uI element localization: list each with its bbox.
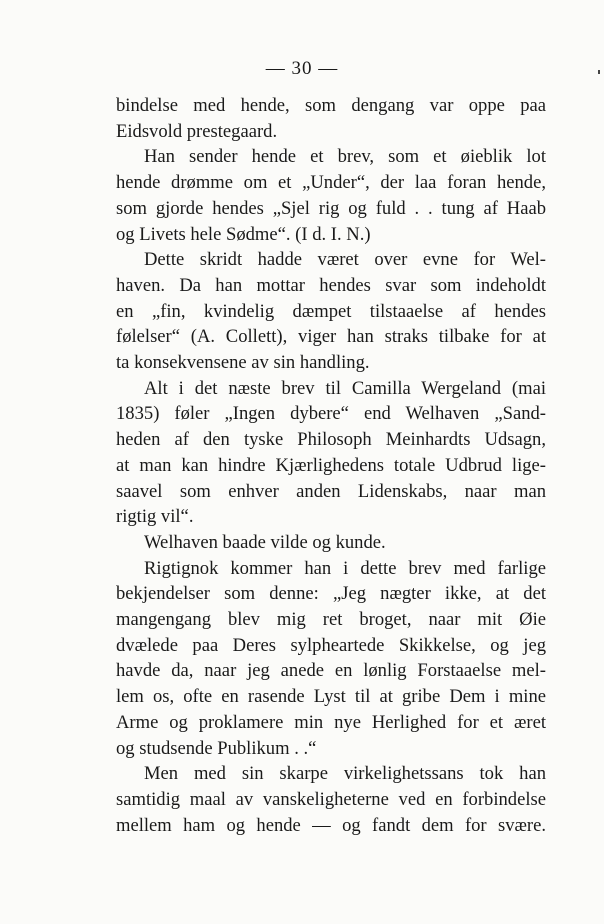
text-line: saavel som enhver anden Lidenskabs, naar man <box>116 480 546 502</box>
text-line: rigtig vil“. <box>116 506 194 528</box>
text-line: heden af den tyske Philosoph Meinhardts Udsagn, <box>116 429 546 451</box>
text-line: bekjendelser som denne: „Jeg nægter ikke, at det <box>116 583 546 605</box>
text-line: mellem ham og hende — og fandt dem for svære. <box>116 814 546 836</box>
text-line: Dette skridt hadde været over evne for Wel- <box>144 249 546 271</box>
text-line: som gjorde hendes „Sjel rig og fuld . . tung af Haab <box>116 197 546 219</box>
text-line: Alt i det næste brev til Camilla Wergeland (mai <box>144 377 546 399</box>
text-line: og studsende Publikum . .“ <box>116 737 317 759</box>
text-line: dvælede paa Deres sylpheartede Skikkelse, og jeg <box>116 634 546 656</box>
text-line: ta konsekvensene av sin handling. <box>116 352 370 374</box>
text-line: følelser“ (A. Collett), viger han straks tilbake for at <box>116 326 546 348</box>
body-text <box>116 93 546 838</box>
edge-mark <box>598 70 600 74</box>
text-line: Eidsvold prestegaard. <box>116 120 278 142</box>
text-line: 1835) føler „Ingen dybere“ end Welhaven „Sand- <box>116 403 546 425</box>
text-line: Arme og proklamere min nye Herlighed for et æret <box>116 711 546 733</box>
text-line: at man kan hindre Kjærlighedens totale Udbrud lige- <box>116 454 546 476</box>
text-line: hende drømme om et „Under“, der laa foran hende, <box>116 172 546 194</box>
text-line: bindelse med hende, som dengang var oppe paa <box>116 95 546 116</box>
text-line: en „fin, kvindelig dæmpet tilstaaelse af hendes <box>116 300 546 322</box>
text-line: haven. Da han mottar hendes svar som indeholdt <box>116 274 546 296</box>
text-line: Welhaven baade vilde og kunde. <box>144 531 386 553</box>
text-line: mangengang blev mig ret broget, naar mit Øie <box>116 609 546 631</box>
text-line: og Livets hele Sødme“. (I d. I. N.) <box>116 223 371 245</box>
text-line: havde da, naar jeg anede en lønlig Forstaaelse mel- <box>116 660 546 682</box>
text-line: Rigtignok kommer han i dette brev med farlige <box>144 557 546 579</box>
text-line: Han sender hende et brev, som et øieblik lot <box>144 146 546 168</box>
text-line: samtidig maal av vanskeligheterne ved en forbindelse <box>116 788 546 810</box>
text-line: Men med sin skarpe virkelighetssans tok han <box>144 763 546 785</box>
page-number: — 30 — <box>265 58 339 79</box>
text-line: lem os, ofte en rasende Lyst til at gribe Dem i mine <box>116 686 546 708</box>
